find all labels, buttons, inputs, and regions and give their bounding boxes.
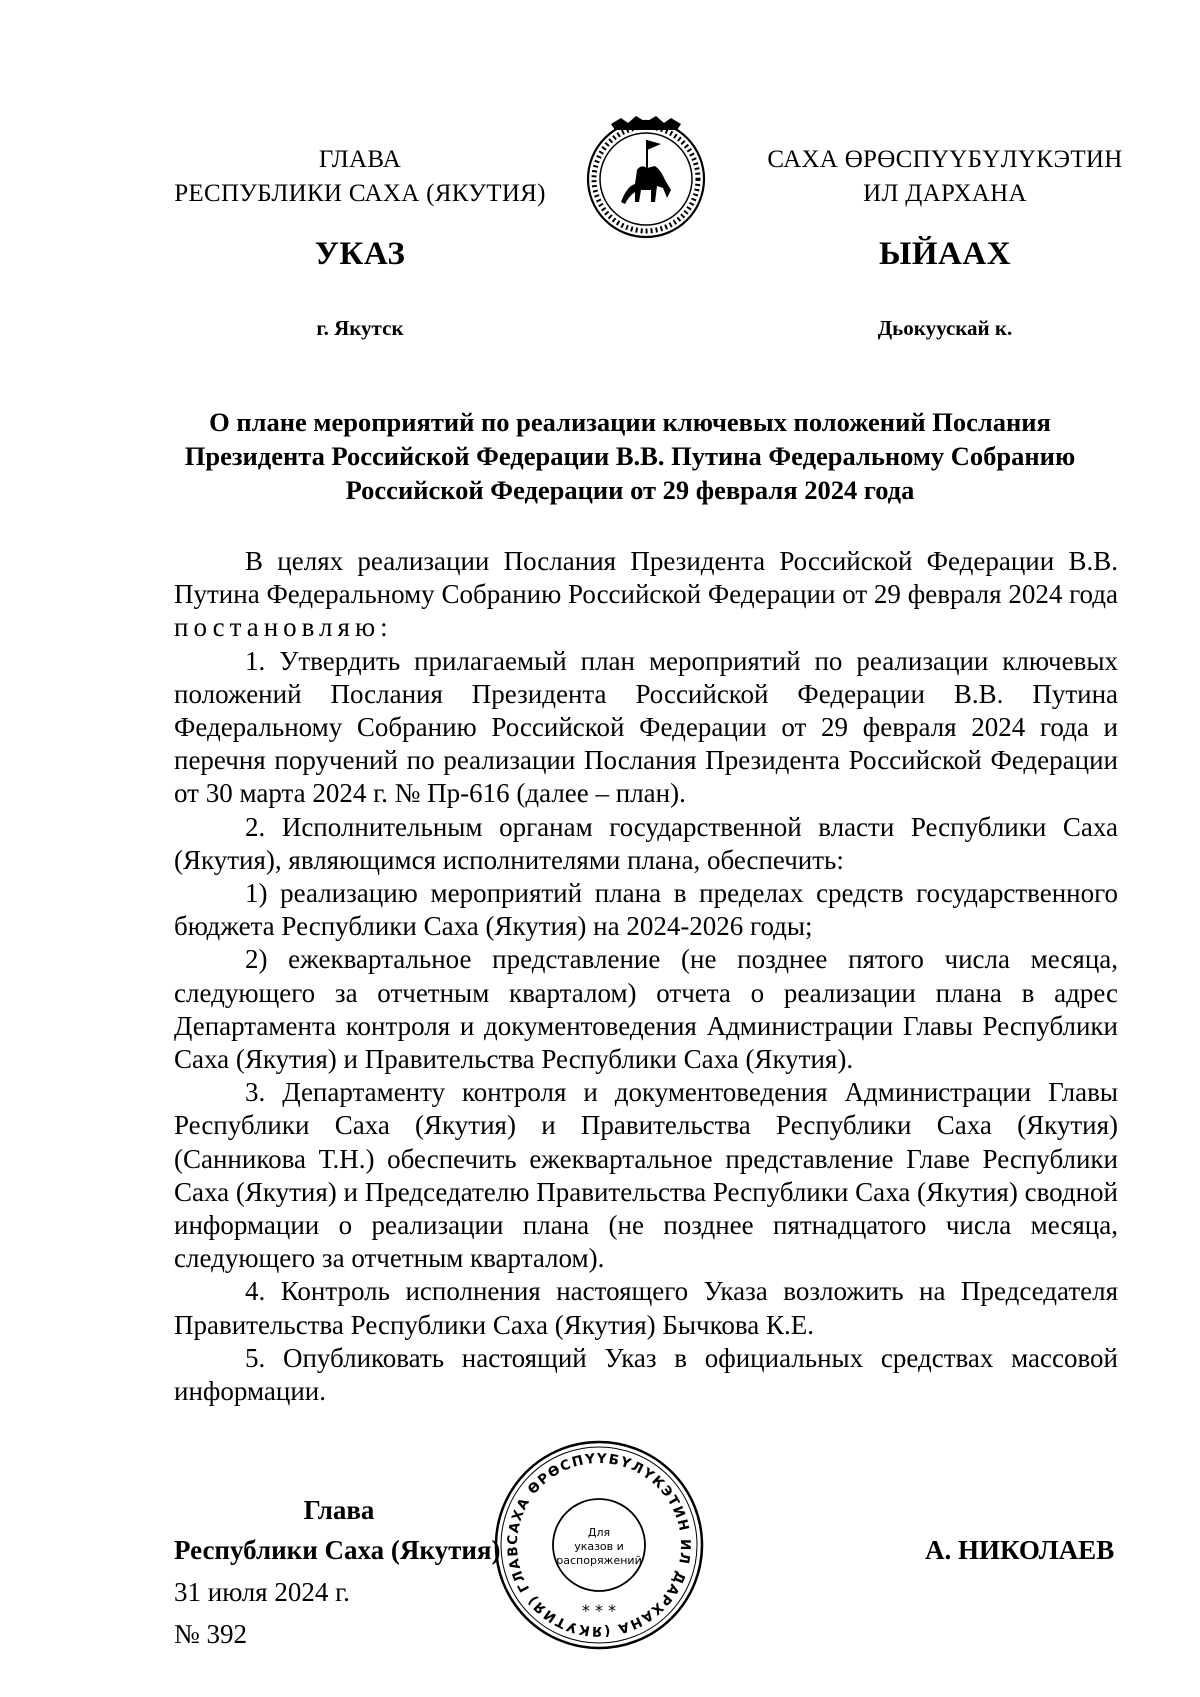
signatory-name: А. НИКОЛАЕВ	[925, 1535, 1115, 1565]
seal-outer-text: САХА ӨРӨСПҮҮБҮЛҮКЭТИН ИЛ ДАРХАНА (ЯКУТИЯ) ГЛАВ	[504, 1450, 694, 1640]
paragraph-2-2: 2) ежеквартальное представление (не позднее пятого числа месяца, следующего за отчетным кварталом) отчета о реализации плана в адрес Департамента контроля и документоведения Администрации Главы Республики Саха (Якутия) и Правительства Республики Саха (Якутия).	[174, 944, 1118, 1075]
paragraph-5: 5. Опубликовать настоящий Указ в официальных средствах массовой информации.	[174, 1342, 1118, 1407]
signature-position	[174, 1490, 504, 1530]
city-right: Дьокуускай к.	[877, 316, 1013, 340]
doc-type-left: УКАЗ	[314, 236, 406, 272]
intro-text: В целях реализации Послания Президента Российской Федерации В.В. Путина Федеральному Собранию Российской Федерации от 29 февраля 2024 года	[174, 546, 1118, 610]
paragraph-2-1: 1) реализацию мероприятий плана в пределах средств государственного бюджета Республики Саха (Якутия) на 2024-2026 годы;	[174, 878, 1118, 942]
header-right	[735, 143, 1155, 211]
header-left-line1: ГЛАВА	[318, 146, 402, 173]
document-body	[174, 545, 1118, 1408]
signature-position-line1: Глава	[303, 1495, 375, 1525]
paragraph-3: 3. Департаменту контроля и документоведения Администрации Главы Республики Саха (Якутия) и Правительства Республики Саха (Якутия) (Санникова Т.Н.) обеспечить ежеквартальное представление Главе Республики Саха (Якутия) и Председателю Правительства Республики Саха (Якутия) сводной информации о реализации плана (не позднее пятнадцатого числа месяца, следующего за отчетным кварталом).	[174, 1077, 1118, 1274]
document-title	[150, 405, 1110, 507]
emblem-icon	[581, 110, 711, 240]
header-left	[150, 143, 570, 211]
title-line3: Российской Федерации от 29 февраля 2024 года	[345, 475, 915, 505]
signing-date: 31 июля 2024 г.	[174, 1577, 350, 1607]
seal-icon	[492, 1438, 707, 1653]
seal-inner-line1: Для	[587, 1526, 611, 1539]
city-left: г. Якутск	[316, 316, 404, 340]
intro-paragraph	[174, 545, 1118, 645]
paragraph-1: 1. Утвердить прилагаемый план мероприятий по реализации ключевых положений Послания Президента Российской Федерации В.В. Путина Федеральному Собранию Российской Федерации от 29 февраля 2024 года и перечня поручений по реализации Послания Президента Российской Федерации от 30 марта 2024 г. № Пр-616 (далее – план).	[174, 645, 1118, 809]
official-seal	[492, 1438, 707, 1653]
header-right-line1: САХА ӨРӨСПҮҮБҮЛҮКЭТИН	[767, 146, 1123, 173]
seal-stars: * * *	[581, 1601, 617, 1620]
seal-inner-line2: указов и	[574, 1540, 624, 1553]
title-line2: Президента Российской Федерации В.В. Путина Федеральному Собранию	[184, 441, 1076, 471]
decree-number: № 392	[174, 1619, 248, 1649]
seal-inner-line3: распоряжений	[556, 1554, 642, 1567]
paragraph-4: 4. Контроль исполнения настоящего Указа возложить на Председателя Правительства Республики Саха (Якутия) Бычкова К.Е.	[174, 1276, 1118, 1340]
intro-decree-word: постановляю	[174, 612, 381, 643]
doc-type-right: ЫЙААХ	[878, 236, 1012, 272]
header-left-line2: РЕСПУБЛИКИ САХА (ЯКУТИЯ)	[174, 180, 546, 207]
title-line1: О плане мероприятий по реализации ключевых положений Послания	[209, 407, 1051, 437]
paragraph-2: 2. Исполнительным органам государственной власти Республики Саха (Якутия), являющимся исполнителями плана, обеспечить:	[174, 811, 1118, 875]
signature-position-line2: Республики Саха (Якутия)	[174, 1535, 501, 1565]
header-right-line2: ИЛ ДАРХАНА	[863, 180, 1027, 207]
intro-colon: :	[380, 612, 388, 643]
